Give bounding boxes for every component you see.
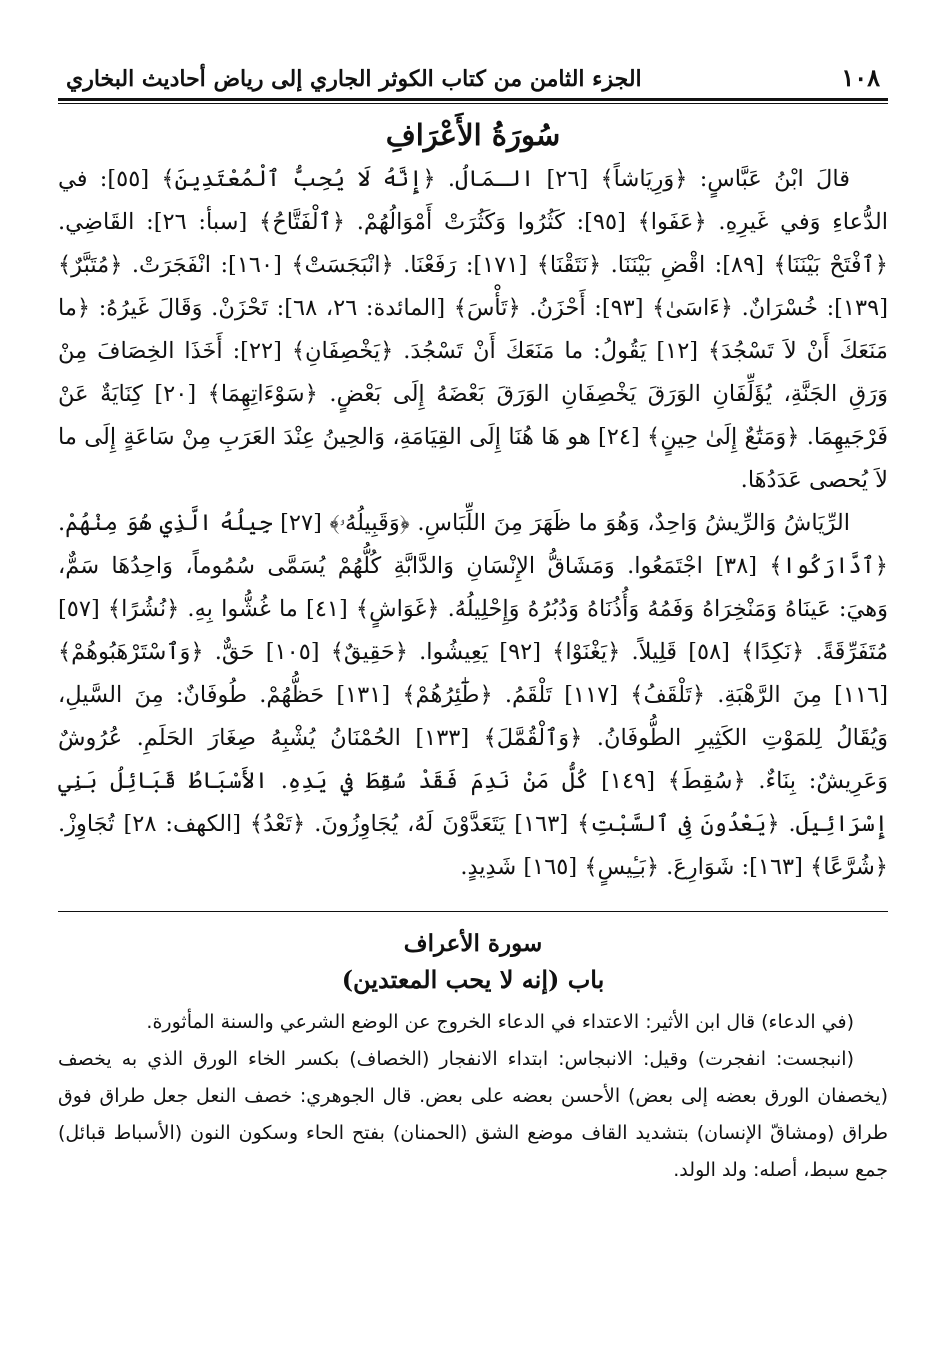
commentary-text [58, 1004, 888, 1189]
hadith-paragraph-1: قالَ ابْنُ عَبَّاسٍ: ﴿وَرِيَاشاً﴾ [٢٦] الـمَالُ. ﴿إِنَّهُ لَا يُحِبُّ ٱلْمُعْتَدِينَ﴾ [٥٥]: في الدُّعاءِ وَفي غَيرِهِ. ﴿عَفَوا﴾ [٩٥]: كَثُرُوا وَكَثُرَتْ أَمْوَالُهُمْ. ﴿ٱلْفَتَّاحُ﴾ [سبأ: ٢٦]: القَاضِي. ﴿ٱفْتَحْ بَيْنَنَا﴾ [٨٩]: اقْضِ بَيْنَنَا. ﴿نَتَقْنَا﴾ [١٧١]: رَفَعْنَا. ﴿انْبَجَسَتْ﴾ [١٦٠]: انْفَجَرَتْ. ﴿مُتَبَّرٌ﴾ [١٣٩]: خُسْرَانٌ. ﴿ءَاسَىٰ﴾ [٩٣]: أَحْزَنُ. ﴿تَأْسَ﴾ [المائدة: ٢٦، ٦٨]: تَحْزَنْ. وَقَالَ غَيرُهُ: ﴿ما مَنَعَكَ أَنْ لاَ تَسْجُدَ﴾ [١٢] يَقُولُ: ما مَنَعَكَ أَنْ تَسْجُدَ. ﴿يَخْصِفَانِ﴾ [٢٢]: أَخَذَا الخِصَافَ مِنْ وَرَقِ الجَنَّةِ، يُؤَلِّفَانِ الوَرَقَ يَخْصِفَانِ الوَرَقَ بَعْضَهُ إِلَى بَعْضٍ. ﴿سَوْءَاتِهِمَا﴾ [٢٠] كِنَايَةٌ عَنْ فَرْجَيهِمَا. ﴿وَمَتَٰعٌ إِلَىٰ حِينٍ﴾ [٢٤] هو هَا هُنَا إِلَى القِيَامَةِ، وَالحِينُ عِنْدَ العَرَبِ مِنْ سَاعَةٍ إِلَى ما لاَ يُحصى عَدَدُهَا. [58, 166, 888, 493]
document-page [58, 52, 888, 1342]
commentary-title: سورة الأعراف [403, 930, 543, 957]
commentary-subtitle: باب (إنه لا يحب المعتدين) [341, 965, 605, 994]
header-rule [58, 98, 888, 104]
running-header [58, 52, 888, 92]
hadith-paragraph-2: الرِّيَاشُ وَالرِّيشُ وَاحِدٌ، وَهُوَ ما ظَهَرَ مِنَ اللِّبَاسِ. ﴿وَقَبِيلُهُۥ﴾ [٢٧] جِيلُهُ الَّذِي هُوَ مِنْهُمْ. ﴿ٱدَّارَكُوا﴾ [٣٨] اجْتَمَعُوا. وَمَشَاقُّ الإِنْسَانِ وَالدَّابَّةِ كُلُّهُمْ يُسَمَّى سُمُوماً، وَاحِدُهَا سَمٌّ، وَهيَ: عَينَاهُ وَمَنْخِرَاهُ وَفَمُهُ وَأُذُنَاهُ وَدُبُرُهُ وَإِحْلِيلُهُ. ﴿غَوَاشٍ﴾ [٤١] ما غُشُّوا بِهِ. ﴿نُشُرًا﴾ [٥٧] مُتَفَرِّقَةً. ﴿نَكِدًا﴾ [٥٨] قَلِيلاً. ﴿يَغْنَوْا﴾ [٩٢] يَعِيشُوا. ﴿حَقِيقٌ﴾ [١٠٥] حَقٌّ. ﴿وَٱسْتَرْهَبُوهُمْ﴾ [١١٦] مِنَ الرَّهْبَةِ. ﴿تَلْقَفُ﴾ [١١٧] تَلْقَمُ. ﴿طَٰٓئِرُهُمْ﴾ [١٣١] حَظُّهُمْ. طُوفَانٌ: مِنَ السَّيلِ، وَيُقَالُ لِلمَوْتِ الكَثِيرِ الطُّوفَانُ. ﴿وَٱلْقُمَّلَ﴾ [١٣٣] الحُمْنَانُ يُشْبِهُ صِغَارَ الحَلَمِ. عُرُوشٌ وَعَرِيشٌ: بِنَاءٌ. ﴿سُقِطَ﴾ [١٤٩] كُلُّ مَنْ نَدِمَ فَقَدْ سُقِطَ في يَدِهِ. الأَسْبَاطُ قَبَائِلُ بَنِي إِسْرَائِيلَ. ﴿يَعْدُونَ فِى ٱلسَّبْتِ﴾ [١٦٣] يَتَعَدَّوْنَ لَهُ، يُجَاوِزُونَ. ﴿تَعْدُ﴾ [الكهف: ٢٨] تُجَاوِزْ. ﴿شُرَّعًا﴾ [١٦٣]: شَوَارِعَ. ﴿بَـِٔيسٍ﴾ [١٦٥] شَدِيدٍ. [58, 510, 889, 880]
hadith-text [58, 158, 888, 889]
surah-title: سُورَةُ الأَعْرَافِ [385, 118, 561, 152]
commentary-paragraph-2: (انبجست: انفجرت) وقيل: الانبجاس: ابتداء الانفجار (الخصاف) بكسر الخاء الورق الذي به يخصف (يخصفان الورق بعضه إلى بعض) الأحسن بعضه على بعض. قال الجوهري: خصف النعل جعل طراق فوق طراق (ومشاقّ الإنسان) بتشديد القاف موضع الشق (الحمنان) بفتح الحاء وسكون النون (الأسباط قبائل) جمع سبط، أصله: ولد الولد. [58, 1048, 888, 1181]
commentary-paragraph-1: (في الدعاء) قال ابن الأثير: الاعتداء في الدعاء الخروج عن الوضع الشرعي والسنة المأثورة. [146, 1011, 854, 1033]
book-title: الجزء الثامن من كتاب الكوثر الجاري إلى رياض أحاديث البخاري [66, 66, 642, 92]
page-number: ١٠٨ [841, 63, 880, 92]
section-divider [58, 911, 888, 912]
